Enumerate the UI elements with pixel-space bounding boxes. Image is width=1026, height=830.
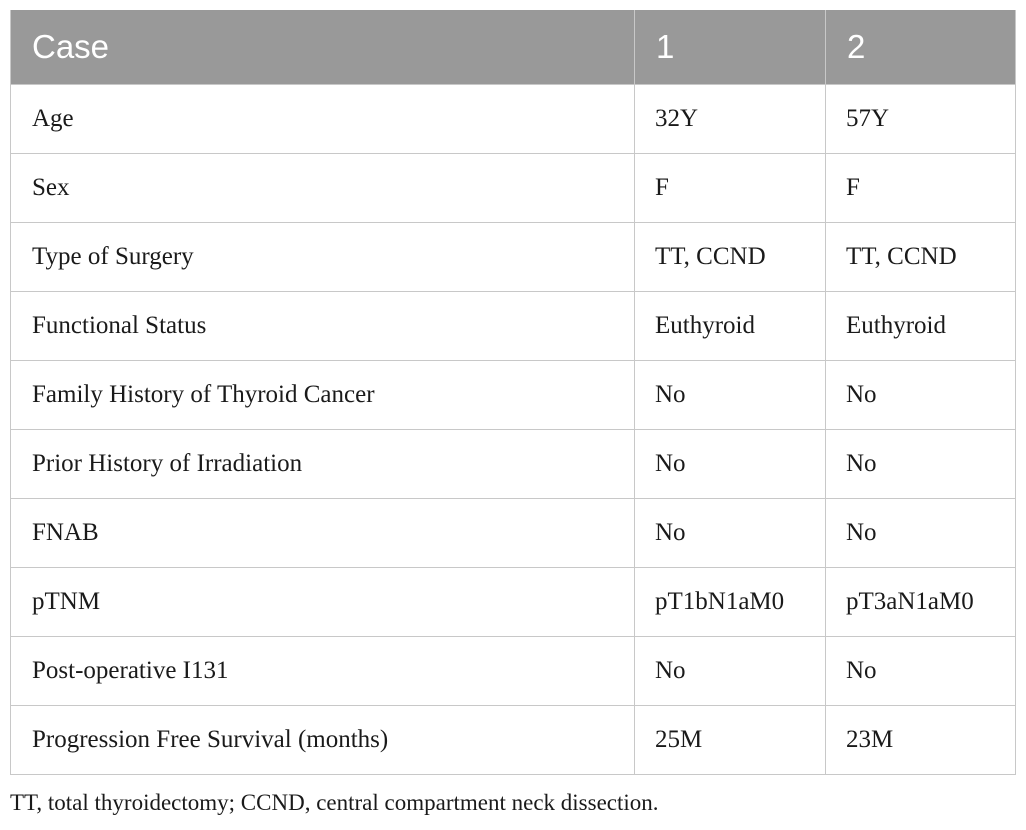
case1-value: pT1bN1aM0 [635,567,826,636]
row-label: Type of Surgery [11,222,635,291]
table-row-fnab [11,498,1016,567]
table-row-prior-irradiation [11,429,1016,498]
table-header-row [11,10,1016,84]
row-label: Age [11,84,635,153]
case2-value: No [826,360,1016,429]
table-row-type-of-surgery [11,222,1016,291]
row-label: Family History of Thyroid Cancer [11,360,635,429]
row-label: FNAB [11,498,635,567]
table-row-functional-status [11,291,1016,360]
table-row-progression-free-survival [11,705,1016,774]
table-row-age [11,84,1016,153]
case2-value: F [826,153,1016,222]
row-label: Progression Free Survival (months) [11,705,635,774]
case1-value: No [635,360,826,429]
row-label: Sex [11,153,635,222]
row-label: Prior History of Irradiation [11,429,635,498]
row-label: Post-operative I131 [11,636,635,705]
case1-value: 25M [635,705,826,774]
case2-value: 23M [826,705,1016,774]
clinical-characteristics-table [10,10,1016,775]
row-label: pTNM [11,567,635,636]
case2-value: No [826,429,1016,498]
case2-value: pT3aN1aM0 [826,567,1016,636]
case1-value: Euthyroid [635,291,826,360]
table-row-sex [11,153,1016,222]
case1-value: F [635,153,826,222]
case2-value: Euthyroid [826,291,1016,360]
header-case-1: 1 [635,10,826,84]
table-row-post-operative-i131 [11,636,1016,705]
table-row-ptnm [11,567,1016,636]
case1-value: No [635,429,826,498]
case1-value: No [635,498,826,567]
case2-value: 57Y [826,84,1016,153]
case2-value: No [826,636,1016,705]
case1-value: No [635,636,826,705]
case2-value: TT, CCND [826,222,1016,291]
table-footnote: TT, total thyroidectomy; CCND, central compartment neck dissection. [10,790,659,815]
header-case-2: 2 [826,10,1016,84]
case1-value: TT, CCND [635,222,826,291]
case1-value: 32Y [635,84,826,153]
row-label: Functional Status [11,291,635,360]
header-case: Case [11,10,635,84]
table-row-family-history [11,360,1016,429]
case2-value: No [826,498,1016,567]
clinical-table-container [10,10,1015,775]
